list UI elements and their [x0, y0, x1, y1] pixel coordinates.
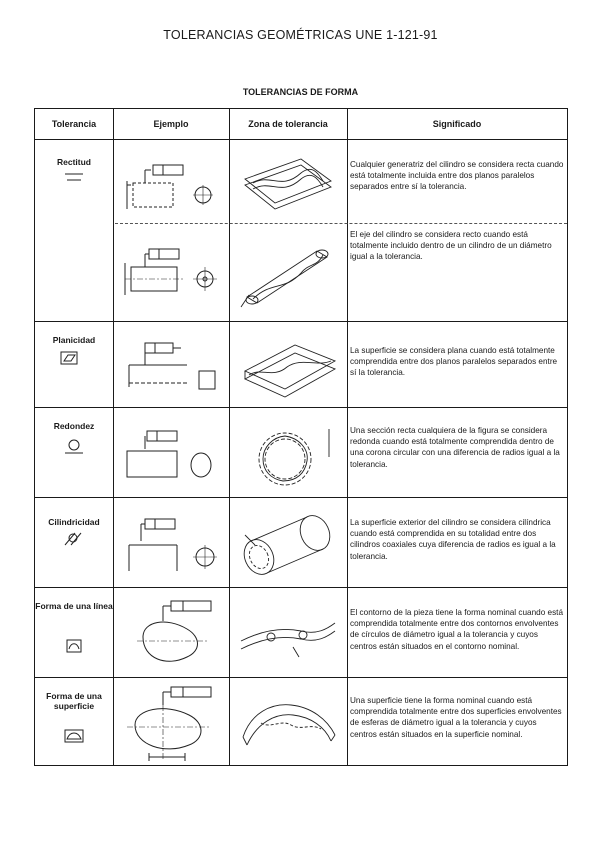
document-title: TOLERANCIAS GEOMÉTRICAS UNE 1-121-91 — [163, 28, 438, 42]
example-drawing — [115, 333, 227, 403]
description-text: La superficie se considera plana cuando está totalmente comprendida entre dos planos paralelos separados entre sí la tolerancia. — [350, 346, 558, 378]
tolerance-name-planicidad: Planicidad — [52, 335, 96, 345]
description-text: Una sección recta cualquiera de la figura se considera redonda cuando está totalmente comprendida dentro de una corona circular con una diferencia de radios igual a la tolerancia. — [350, 426, 560, 469]
sub-row-divider — [115, 223, 567, 224]
tolerance-name-rectitud: Rectitud — [57, 157, 91, 167]
tolerance-name-redondez: Redondez — [53, 421, 95, 431]
tolerance-name-forma-superficie: Forma de una superficie — [46, 691, 102, 711]
description-text: El contorno de la pieza tiene la forma nominal cuando está comprendida totalmente entre dos contornos envolventes de círculos de diámetro igual a la tolerancia y cuyos centros están situados en el contorno nominal. — [350, 608, 564, 651]
description-text: Cualquier generatriz del cilindro se considera recta cuando está totalmente incluida entre dos planos paralelos separados entre sí la tolerancia. — [350, 160, 564, 192]
tolerance-zone-drawing — [231, 151, 343, 215]
tolerance-zone-drawing — [231, 331, 343, 403]
row-divider — [35, 677, 567, 678]
column-divider — [347, 109, 348, 765]
tolerance-zone-drawing — [231, 601, 343, 673]
tolerance-zone-drawing — [231, 505, 343, 585]
row-divider — [35, 407, 567, 408]
tolerance-table — [34, 108, 568, 766]
column-header-tolerancia: Tolerancia — [51, 119, 97, 129]
column-header-ejemplo: Ejemplo — [153, 119, 189, 129]
cylindricity-symbol-icon — [55, 531, 93, 553]
circularity-symbol-icon — [55, 439, 93, 461]
header-divider — [35, 139, 567, 140]
column-divider — [113, 109, 114, 765]
tolerance-zone-drawing — [231, 683, 343, 763]
column-header-zona: Zona de tolerancia — [248, 119, 328, 129]
column-divider — [229, 109, 230, 765]
line-profile-symbol-icon — [55, 639, 93, 661]
example-drawing — [115, 511, 227, 583]
row-divider — [35, 587, 567, 588]
example-drawing — [115, 683, 227, 767]
tolerance-zone-drawing — [231, 233, 343, 313]
tolerance-zone-drawing — [231, 417, 343, 495]
straightness-symbol-icon — [55, 171, 93, 193]
row-divider — [35, 321, 567, 322]
flatness-symbol-icon — [55, 351, 93, 373]
tolerance-name-forma-linea: Forma de una línea — [35, 601, 113, 611]
description-text: Una superficie tiene la forma nominal cuando está comprendida totalmente entre dos superficies envolventes de esferas de diámetro igual a la tolerancia y cuyos centros están situados en la superficie nominal. — [350, 696, 562, 739]
table-title: TOLERANCIAS DE FORMA — [242, 87, 359, 97]
description-text: El eje del cilindro se considera recto cuando está totalmente incluido dentro de un cilindro de un diámetro igual a la tolerancia. — [350, 230, 552, 262]
description-text: La superficie exterior del cilindro se considera cilíndrica cuando está comprendida en su totalidad entre dos cilindros coaxiales cuya diferencia de radios es igual a la tolerancia. — [350, 518, 556, 561]
surface-profile-symbol-icon — [55, 729, 93, 751]
tolerance-name-cilindricidad: Cilindricidad — [48, 517, 100, 527]
column-header-significado: Significado — [432, 119, 482, 129]
example-drawing — [115, 425, 227, 491]
example-drawing — [115, 233, 227, 313]
example-drawing — [115, 159, 227, 221]
row-divider — [35, 497, 567, 498]
example-drawing — [115, 597, 227, 675]
